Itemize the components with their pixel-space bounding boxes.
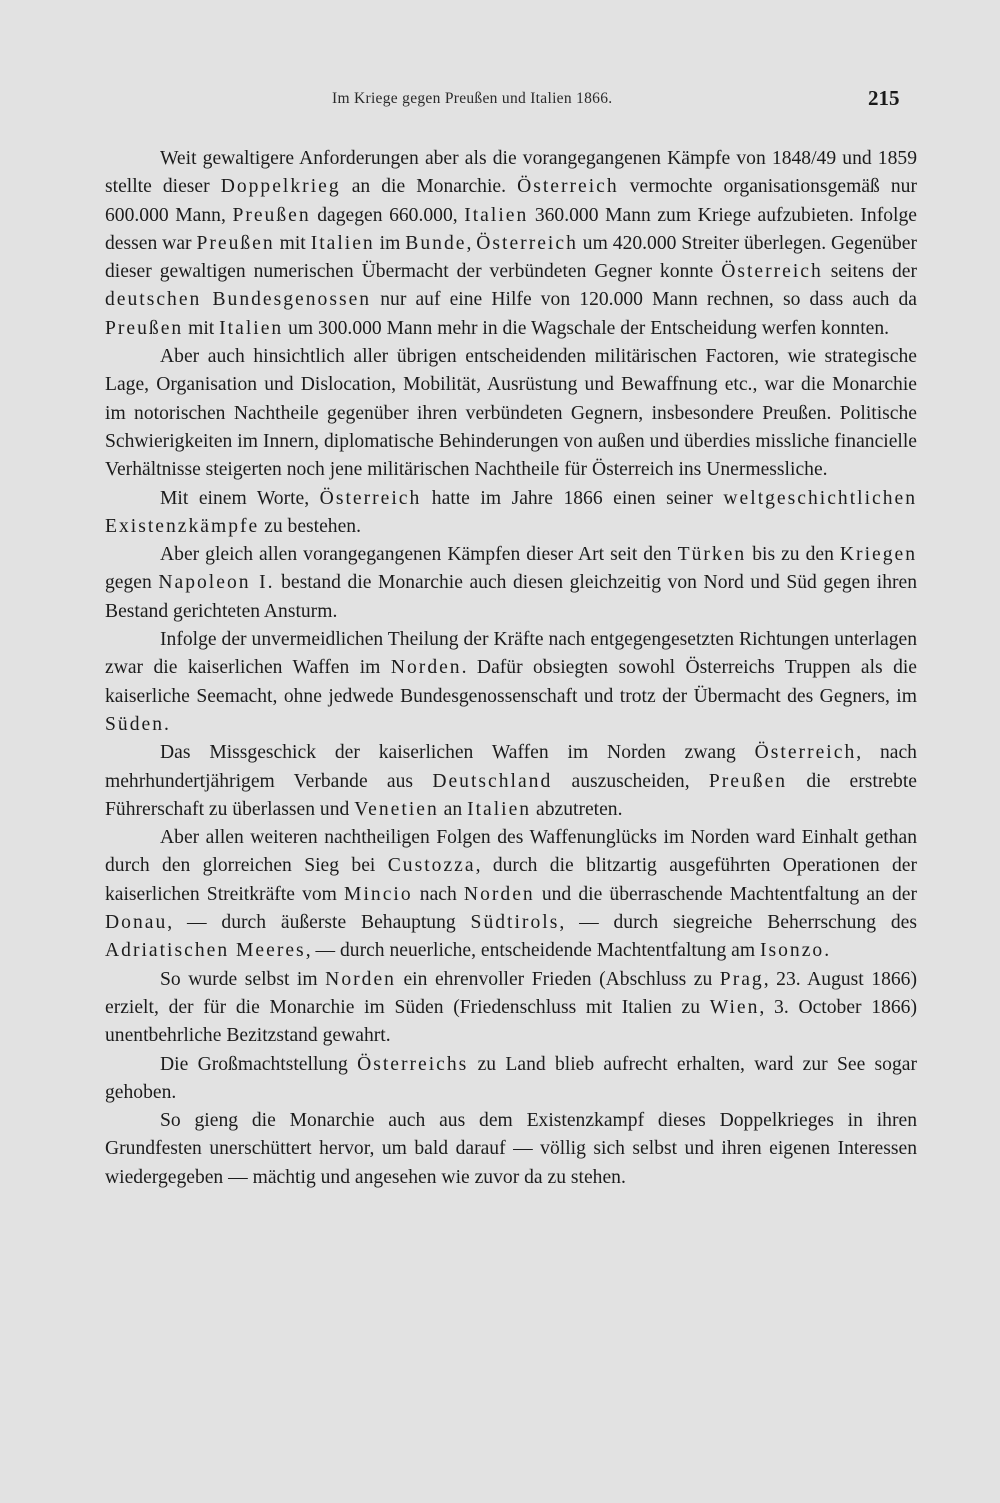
text-run: bis zu den xyxy=(746,544,840,566)
text-run: nach xyxy=(412,883,464,905)
text-run: Aber gleich allen vorangegangenen Kämpfen dieser Art seit den xyxy=(160,544,678,566)
emphasized-spaced-text: Bunde xyxy=(405,232,467,254)
emphasized-spaced-text: Donau xyxy=(105,912,168,934)
emphasized-spaced-text: Preußen xyxy=(708,770,788,792)
emphasized-spaced-text: Italien xyxy=(310,232,375,254)
text-run: ein ehrenvoller Frieden (Abschluss zu xyxy=(395,968,720,990)
emphasized-spaced-text: Preußen xyxy=(196,232,275,254)
running-header xyxy=(0,86,1000,116)
emphasized-spaced-text: Österreich xyxy=(517,176,619,198)
emphasized-spaced-text: Österreich xyxy=(721,261,823,283)
text-run: seitens der xyxy=(822,261,917,283)
text-run: . xyxy=(163,713,169,735)
emphasized-spaced-text: Süden xyxy=(105,713,164,735)
text-run: im xyxy=(374,232,406,254)
text-run: Die Großmachtstellung xyxy=(160,1053,358,1075)
paragraph xyxy=(105,626,917,739)
text-run: Weit gewaltigere Anforderungen aber als die vorangegangenen Kämpfe von 1848/49 und 1859 stellte dieser xyxy=(105,148,917,198)
text-run: gegen xyxy=(105,572,159,594)
paragraph xyxy=(105,1107,917,1192)
emphasized-spaced-text: Österreich xyxy=(754,742,857,764)
text-run: um 420.000 Streiter überlegen. Gegenüber dieser gewaltigen numerischen Übermacht der verbündeten Gegner konnte xyxy=(105,232,918,283)
text-run: . xyxy=(824,940,830,962)
text-run: an xyxy=(438,798,468,820)
emphasized-spaced-text: Isonzo xyxy=(759,940,825,962)
text-run: dagegen 660.000, xyxy=(310,204,465,226)
text-run: nur auf eine Hilfe von 120.000 Mann rechnen, so dass auch da xyxy=(371,289,917,311)
text-run: vermochte organisationsgemäß nur 600.000 Mann, xyxy=(105,176,917,226)
text-run: , — durch äußerste Behauptung xyxy=(167,912,471,934)
text-run: um 300.000 Mann mehr in die Wagschale der Entscheidung werfen konnten. xyxy=(283,317,890,339)
body-text xyxy=(105,145,917,1192)
text-run: , nach mehrhundertjährigem Verbande aus xyxy=(105,742,917,792)
emphasized-spaced-text: Österreichs xyxy=(357,1053,469,1075)
paragraph xyxy=(105,343,917,484)
paragraph xyxy=(105,966,917,1051)
text-run: Aber allen weiteren nachtheiligen Folgen des Waffenunglücks im Norden ward Einhalt gethan durch den glorreichen Sieg bei xyxy=(105,827,917,877)
text-run: an die Monarchie. xyxy=(340,176,518,198)
text-run: Mit einem Worte, xyxy=(160,487,320,509)
paragraph xyxy=(105,541,917,626)
text-run: , xyxy=(466,232,477,254)
emphasized-spaced-text: Preußen xyxy=(105,317,184,339)
emphasized-spaced-text: Doppelkrieg xyxy=(220,176,341,198)
text-run: , — durch neuerliche, entscheidende Machtentfaltung am xyxy=(305,940,760,962)
emphasized-spaced-text: Deutschland xyxy=(432,770,553,792)
text-run: und die überraschende Machtentfaltung an der xyxy=(534,883,917,905)
emphasized-spaced-text: Norden xyxy=(390,657,462,679)
text-run: , durch die blitzartig ausgeführten Operationen der kaiserlichen Streitkräfte vom xyxy=(105,855,917,905)
emphasized-spaced-text: Kriegen xyxy=(839,544,917,566)
emphasized-spaced-text: Norden xyxy=(463,883,535,905)
emphasized-spaced-text: Italien xyxy=(464,204,529,226)
emphasized-spaced-text: Norden xyxy=(325,968,396,990)
emphasized-spaced-text: Südtirols xyxy=(470,912,560,934)
text-run: , 3. October 1866) unentbehrliche Bezitzstand gewahrt. xyxy=(105,996,917,1047)
paragraph xyxy=(105,485,917,542)
text-run: , 23. August 1866) erzielt, der für die Monarchie im Süden (Friedenschluss mit Italien zu xyxy=(105,968,917,1018)
emphasized-spaced-text: Italien xyxy=(219,317,284,339)
emphasized-spaced-text: Preußen xyxy=(232,204,311,226)
text-run: . Dafür obsiegten sowohl Österreichs Truppen als die kaiserliche Seemacht, ohne jedwede Bundesgenossenschaft und trotz der Übermacht des Gegners, im xyxy=(105,657,918,707)
emphasized-spaced-text: Italien xyxy=(467,798,532,820)
emphasized-spaced-text: Österreich xyxy=(319,487,422,509)
text-run: auszuscheiden, xyxy=(552,770,709,792)
emphasized-spaced-text: weltgeschichtlichen Existenzkämpfe xyxy=(105,487,918,537)
text-run: zu Land blieb aufrecht erhalten, ward zur See sogar gehoben. xyxy=(105,1053,917,1103)
emphasized-spaced-text: Napoleon I. xyxy=(158,572,275,594)
emphasized-spaced-text: Venetien xyxy=(354,798,439,820)
paragraph xyxy=(105,739,917,824)
text-run: 360.000 Mann zum Kriege aufzubieten. Infolge dessen war xyxy=(105,204,917,254)
text-run: Infolge der unvermeidlichen Theilung der Kräfte nach entgegengesetzten Richtungen unterlagen zwar die kaiserlichen Waffen im xyxy=(105,629,917,679)
emphasized-spaced-text: Österreich xyxy=(476,232,578,254)
page-number: 215 xyxy=(868,86,900,110)
text-run: , — durch siegreiche Beherrschung des xyxy=(559,912,918,934)
text-run: mit xyxy=(274,232,311,254)
text-run: Das Missgeschick der kaiserlichen Waffen im Norden zwang xyxy=(160,742,755,764)
emphasized-spaced-text: Wien xyxy=(709,996,760,1018)
text-run: zu bestehen. xyxy=(259,515,361,537)
emphasized-spaced-text: Adriatischen Meeres xyxy=(105,940,306,962)
emphasized-spaced-text: deutschen Bundesgenossen xyxy=(105,289,372,311)
emphasized-spaced-text: Prag xyxy=(719,968,764,990)
text-run: mit xyxy=(183,317,220,339)
text-run: So gieng die Monarchie auch aus dem Existenzkampf dieses Doppelkrieges in ihren Grundfesten unerschüttert hervor, um bald darauf — völlig sich selbst und ihren eigenen Interessen wiedergegeben — mächtig und angesehen wie zuvor da zu stehen. xyxy=(105,1110,917,1188)
text-run: Aber auch hinsichtlich aller übrigen entscheidenden militärischen Factoren, wie strategische Lage, Organisation und Dislocation, Mobilität, Ausrüstung und Bewaffnung etc., war die Monarchie im notorischen Nachtheile gegenüber ihren verbündeten Gegnern, insbesondere Preußen. Politische Schwierigkeiten im Innern, diplomatische Behinderungen von außen und überdies missliche financielle Verhältnisse steigerten noch jene militärischen Nachtheile für Österreich ins Unermessliche. xyxy=(105,346,917,481)
text-run: hatte im Jahre 1866 einen seiner xyxy=(421,487,724,509)
paragraph xyxy=(105,824,917,965)
running-title: Im Kriege gegen Preußen und Italien 1866. xyxy=(332,90,613,107)
paragraph xyxy=(105,1051,917,1108)
paragraph xyxy=(105,145,917,343)
text-run: abzutreten. xyxy=(531,798,623,820)
emphasized-spaced-text: Türken xyxy=(677,544,747,566)
emphasized-spaced-text: Custozza xyxy=(387,855,476,877)
text-run: die erstrebte Führerschaft zu überlassen und xyxy=(105,770,917,820)
emphasized-spaced-text: Mincio xyxy=(344,883,413,905)
text-run: bestand die Monarchie auch diesen gleichzeitig von Nord und Süd gegen ihren Bestand gerichteten Ansturm. xyxy=(105,572,918,622)
text-run: So wurde selbst im xyxy=(160,968,326,990)
